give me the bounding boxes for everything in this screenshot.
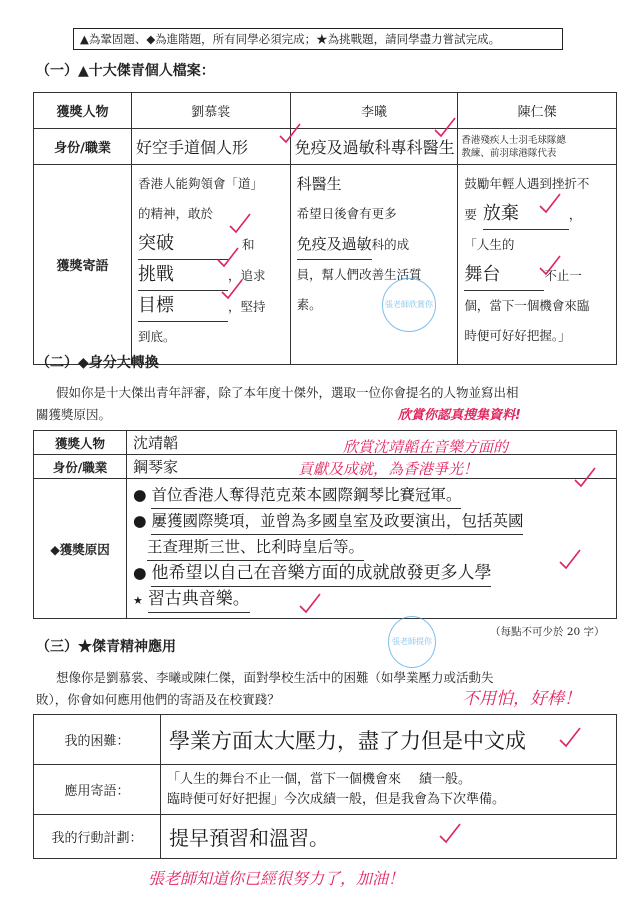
section2-intro-1: 假如你是十大傑出青年評審，除了本年度十傑外，選取一位你會提名的人物並寫出相 xyxy=(56,385,519,400)
q1-line-b: 的精神，敢於 xyxy=(138,206,214,221)
section2-title: （二）◆身分大轉換 xyxy=(36,355,159,371)
identity-3-line2: 教練、前羽球港隊代表 xyxy=(461,147,557,159)
difficulty-answer: 學業方面太大壓力，盡了力但是中文成 xyxy=(161,715,617,765)
q2-line-a: 希望日後會有更多 xyxy=(296,206,397,221)
q3-line-g: 時便可好好把握。」 xyxy=(464,328,571,343)
teacher-comment-top: 欣賞你認真搜集資料! xyxy=(398,408,521,423)
reason-bullet-3a: 他希望以自己在音樂方面的成就啟發更多人學 xyxy=(151,561,491,587)
identity-2-line2: 科醫生 xyxy=(296,175,342,193)
person-name-1: 劉慕裳 xyxy=(132,93,291,129)
tick-mark xyxy=(540,256,560,274)
teacher-stamp-1-text: 張老師欣賞你 xyxy=(385,300,433,309)
teacher-comment-right-2: 貢獻及成就，為香港爭光！ xyxy=(298,460,479,478)
section2-intro-2: 關獲獎原因。 xyxy=(36,407,112,422)
teacher-stamp-2-text: 張老師提你 xyxy=(392,637,432,646)
reason-bullet-1: 首位香港人奪得范克萊本國際鋼琴比賽冠軍。 xyxy=(151,483,461,509)
q3-line-e: 不止一 xyxy=(544,268,582,283)
q3-line-c: ， xyxy=(568,207,582,222)
q1-answer-2: 挑戰 xyxy=(138,260,228,291)
quote-answer-line1: 「人生的舞台不止一個，當下一個機會來 xyxy=(167,771,402,787)
identity-1-prefix: 好 xyxy=(136,138,153,157)
label-quote: 應用寄語： xyxy=(34,765,161,815)
identity-2-text: 免疫及過敏科專科醫生 xyxy=(294,138,455,157)
quote-answer-line2: 臨時便可好好把握」今次成績一般，但是我會為下次 xyxy=(167,791,467,807)
person-name-3: 陳仁傑 xyxy=(458,93,617,129)
label-plan: 我的行動計劃： xyxy=(34,815,161,859)
q3-line-a: 鼓勵年輕人遇到挫折不 xyxy=(464,176,590,191)
row-header-nominee-identity: 身份/職業 xyxy=(34,455,127,479)
q1-line-c: ，追求 xyxy=(228,268,266,283)
header-note: ▲為鞏固題、◆為進階題，所有同學必須完成；★為挑戰題，請同學盡力嘗試完成。 xyxy=(80,32,501,46)
quote-answer-aside2: 準備。 xyxy=(466,791,506,807)
q3-line-f: 個，當下一個機會來臨 xyxy=(464,298,590,313)
label-difficulty: 我的困難： xyxy=(34,715,161,765)
section3-title: （三）★傑青精神應用 xyxy=(36,639,176,655)
tick-mark xyxy=(560,728,580,746)
word-count-note: （每點不可少於 20 字） xyxy=(490,626,605,638)
tick-mark xyxy=(575,468,595,486)
q1-and: 和 xyxy=(242,237,255,252)
teacher-comment-bottom: 張老師知道你已經很努力了，加油！ xyxy=(148,869,405,888)
reason-bullet-2a: 屢獲國際獎項，並曾為多國皇室及政要演出，包括英國 xyxy=(151,509,523,535)
person-name-2: 李曦 xyxy=(290,93,458,129)
q2-line-b: 科的成 xyxy=(371,237,410,252)
star-mark: ★ xyxy=(133,594,143,607)
q3-answer-1: 放棄 xyxy=(483,199,569,230)
col-header-person: 獲獎人物 xyxy=(34,93,132,129)
tick-mark xyxy=(218,248,238,266)
tick-mark xyxy=(560,550,580,568)
teacher-comment-side: 不用怕，好棒！ xyxy=(462,689,581,709)
tick-mark xyxy=(280,124,300,142)
q2-line-c: 員，幫人們改善生活質 xyxy=(296,267,422,282)
section3-intro-1: 想像你是劉慕裳、李曦或陳仁傑，面對學校生活中的困難（如學業壓力或活動失 xyxy=(56,670,494,685)
tick-mark xyxy=(440,824,460,842)
tick-mark xyxy=(435,118,455,136)
reason-bullet-2b: 王查理斯三世、比利時皇后等。 xyxy=(147,535,364,561)
quote-answer-aside: 績一般。 xyxy=(419,771,472,787)
identity-3-line1: 香港殘疾人士羽毛球隊總 xyxy=(461,134,566,146)
row-header-quote: 獲獎寄語 xyxy=(34,165,132,365)
q3-answer-2: 舞台 xyxy=(464,260,544,291)
tick-mark xyxy=(230,214,250,232)
row-header-identity: 身份/職業 xyxy=(34,129,132,165)
section3-intro-2: 敗），你會如何應用他們的寄語及在校實踐？ xyxy=(36,692,280,707)
teacher-comment-right-1: 欣賞沈靖韜在音樂方面的 xyxy=(343,438,509,456)
q1-line-a: 香港人能夠領會「道」 xyxy=(138,176,264,191)
tick-mark xyxy=(300,594,320,612)
q1-line-e: 到底。 xyxy=(138,329,176,344)
q2-answer: 免疫及過敏 xyxy=(297,229,372,260)
tick-mark xyxy=(540,194,560,212)
q3-line-b: 要 xyxy=(464,207,477,222)
q1-line-d: ，堅持 xyxy=(228,299,266,314)
q2-line-d: 素。 xyxy=(296,297,322,312)
row-header-reason: ◆獲獎原因 xyxy=(34,479,127,619)
plan-answer: 提早預習和溫習。 xyxy=(161,815,617,859)
q1-answer-3: 目標 xyxy=(138,291,228,322)
section1-title: （一）▲十大傑青個人檔案： xyxy=(36,63,215,79)
reason-cell: ● 首位香港人奪得范克萊本國際鋼琴比賽冠軍。 ● 屢獲國際獎項，並曾為多國皇室及政要演出，包括英國 王查理斯三世、比利時皇后等。 ● 他希望以自己在音樂方面的成就啟發更多人學 ★ 習古典音樂。 xyxy=(127,479,617,619)
tick-mark xyxy=(222,280,242,298)
nominee-name: 沈靖韜 xyxy=(127,431,617,455)
identity-1-text: 空手道個人形 xyxy=(152,138,249,157)
q3-line-d: 「人生的 xyxy=(464,237,515,252)
reason-bullet-3b: 習古典音樂。 xyxy=(148,587,250,613)
q1-answer-1: 突破 xyxy=(138,229,228,260)
row-header-nominee: 獲獎人物 xyxy=(34,431,127,455)
nominee-identity: 鋼琴家 xyxy=(127,455,617,479)
